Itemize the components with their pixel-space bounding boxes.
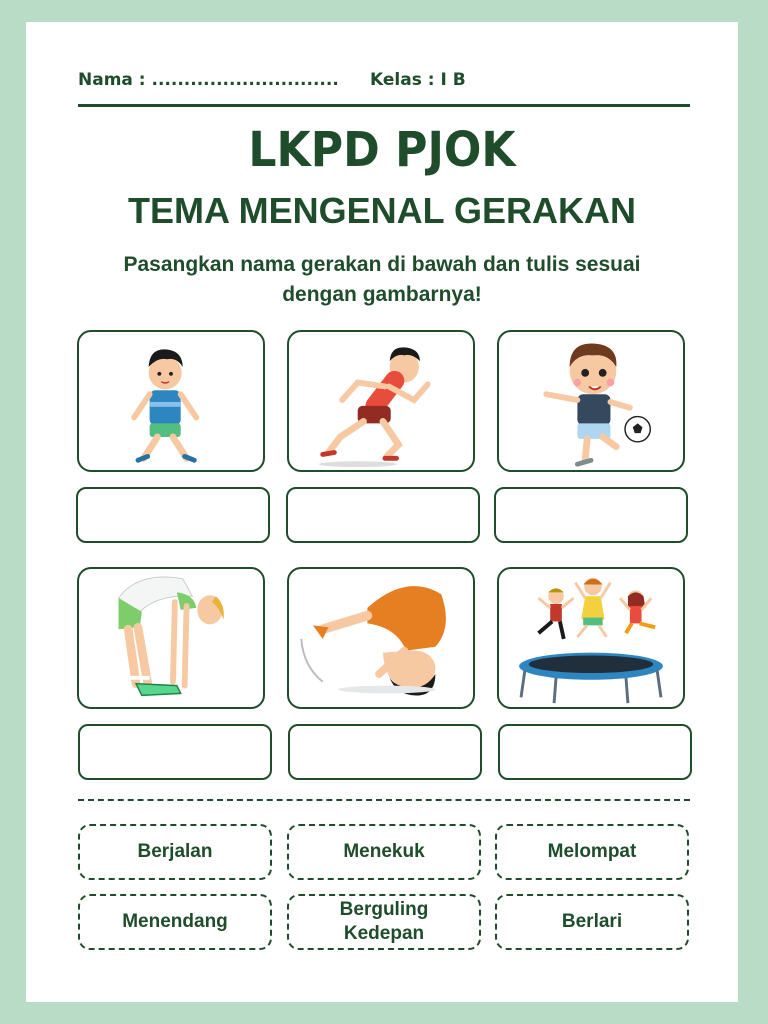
word-label: Berguling Kedepan <box>339 899 429 944</box>
boy-rolling-forward-icon <box>289 569 473 707</box>
page-subtitle: TEMA MENGENAL GERAKAN <box>127 190 636 231</box>
instruction-text: Pasangkan nama gerakan di bawah dan tulis sesuai dengan gambarnya! <box>123 253 641 306</box>
picture-card-running <box>287 330 475 472</box>
kids-jumping-trampoline-icon <box>499 569 683 707</box>
answer-box-6[interactable] <box>498 724 692 780</box>
kelas-label: Kelas : I B <box>370 70 466 90</box>
picture-card-rolling <box>287 567 475 709</box>
boy-kicking-ball-icon <box>499 332 683 470</box>
word-card-menekuk[interactable] <box>287 824 481 880</box>
word-card-berlari[interactable] <box>495 894 689 950</box>
answer-box-4[interactable] <box>78 724 272 780</box>
man-bending-icon <box>79 569 263 707</box>
word-label: Melompat <box>547 841 637 862</box>
student-info-row <box>78 70 688 94</box>
answer-box-2[interactable] <box>286 487 480 543</box>
boy-running-icon <box>289 332 473 470</box>
word-card-berguling-kedepan[interactable] <box>287 894 481 950</box>
answer-box-1[interactable] <box>76 487 270 543</box>
word-card-berjalan[interactable] <box>78 824 272 880</box>
header-divider <box>78 104 690 107</box>
picture-card-walking <box>77 330 265 472</box>
word-label: Menekuk <box>343 841 425 862</box>
word-card-melompat[interactable] <box>495 824 689 880</box>
answer-box-5[interactable] <box>288 724 482 780</box>
picture-card-jumping <box>497 567 685 709</box>
picture-card-kicking <box>497 330 685 472</box>
word-label: Berlari <box>561 911 623 932</box>
page-title: LKPD PJOK <box>248 122 516 178</box>
word-label: Menendang <box>122 911 228 932</box>
word-label: Berjalan <box>137 841 213 862</box>
word-card-menendang[interactable] <box>78 894 272 950</box>
worksheet <box>26 22 738 1002</box>
boy-walking-icon <box>79 332 263 470</box>
picture-card-bending <box>77 567 265 709</box>
answer-box-3[interactable] <box>494 487 688 543</box>
nama-field[interactable]: Nama : ............................. <box>78 70 339 90</box>
dashed-separator <box>78 799 690 801</box>
